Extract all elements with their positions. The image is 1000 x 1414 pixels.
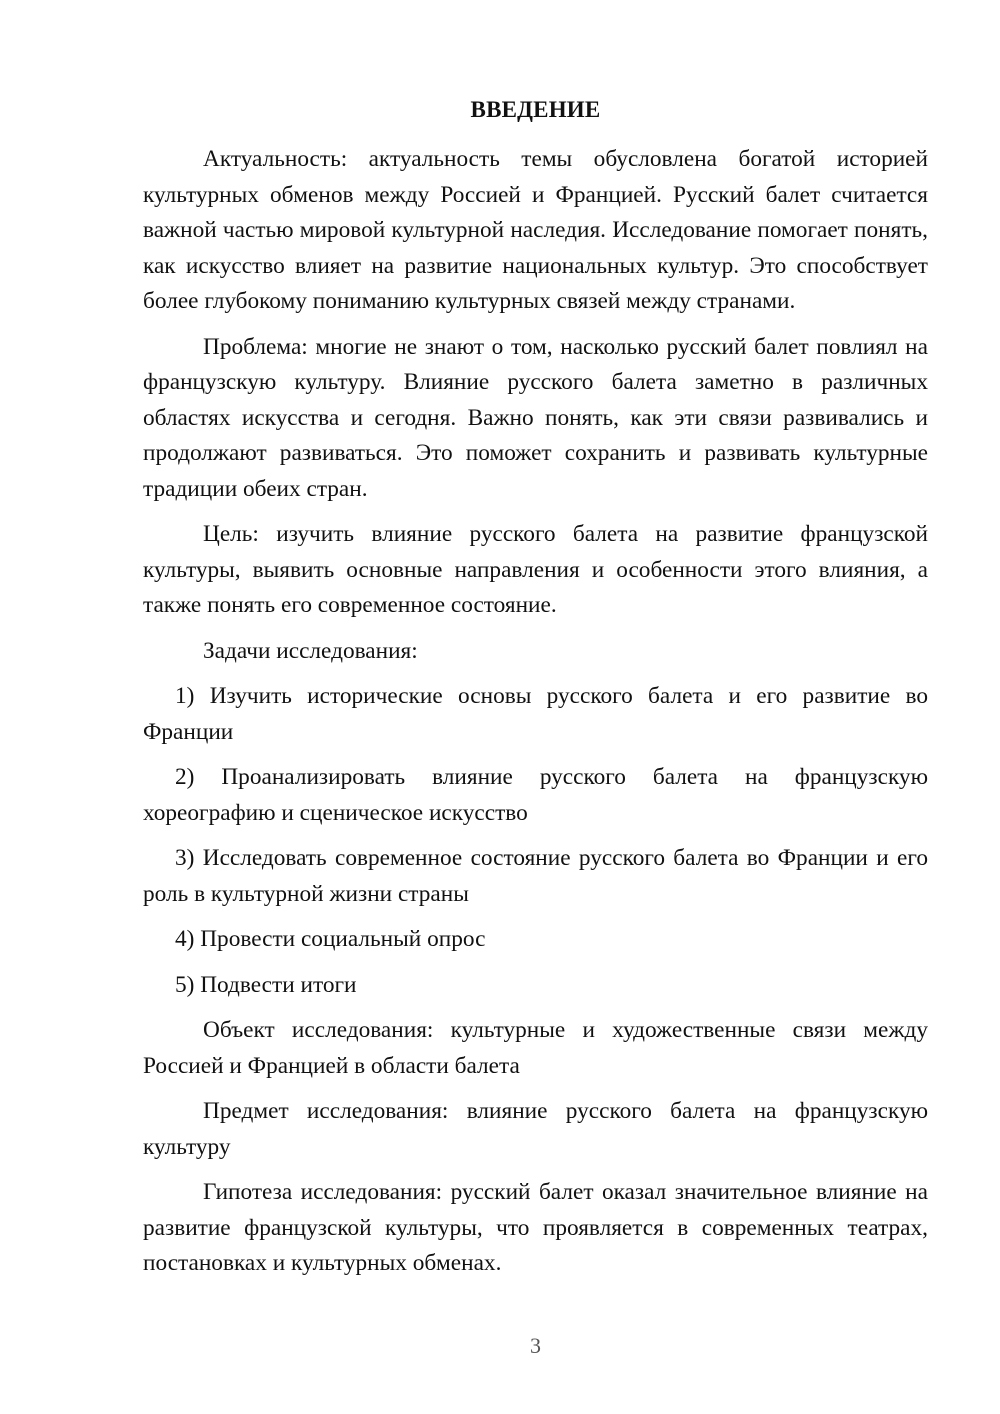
paragraph-subject: Предмет исследования: влияние русского балета на французскую культуру bbox=[143, 1098, 928, 1160]
page-number: 3 bbox=[530, 1333, 541, 1358]
paragraph-goal: Цель: изучить влияние русского балета на развитие французской культуры, выявить основные направления и особенности этого влияния, а также понять его современное состояние. bbox=[143, 521, 928, 618]
tasks-title: Задачи исследования: bbox=[203, 637, 418, 664]
paragraph-problem: Проблема: многие не знают о том, насколько русский балет повлиял на французскую культуру. Влияние русского балета заметно в различных областях искусства и сегодня. Важно понять, как эти связи развивались и продолжают развиваться. Это поможет сохранить и развивать культурные традиции обеих стран. bbox=[143, 333, 928, 502]
task-item-4: 4) Провести социальный опрос bbox=[175, 926, 486, 952]
task-item-2: 2) Проанализировать влияние русского балета на французскую хореографию и сценическое искусство bbox=[143, 764, 928, 826]
paragraph-relevance: Актуальность: актуальность темы обусловлена богатой историей культурных обменов между Россией и Францией. Русский балет считается важной частью мировой культурной наследия. Исследование помогает понять, как искусство влияет на развитие национальных культур. Это способствует более глубокому пониманию культурных связей между странами. bbox=[143, 146, 928, 314]
task-item-3: 3) Исследовать современное состояние русского балета во Франции и его роль в культурной жизни страны bbox=[143, 845, 928, 907]
task-item-1: 1) Изучить исторические основы русского балета и его развитие во Франции bbox=[143, 683, 928, 745]
task-item-5: 5) Подвести итоги bbox=[175, 971, 357, 998]
paragraph-hypothesis: Гипотеза исследования: русский балет оказал значительное влияние на развитие французской культуры, что проявляется в современных театрах, постановках и культурных обменах. bbox=[143, 1179, 928, 1276]
paragraph-object: Объект исследования: культурные и художественные связи между Россией и Францией в области балета bbox=[143, 1017, 928, 1079]
document-body bbox=[143, 142, 928, 1282]
page-title: ВВЕДЕНИЕ bbox=[470, 97, 601, 122]
